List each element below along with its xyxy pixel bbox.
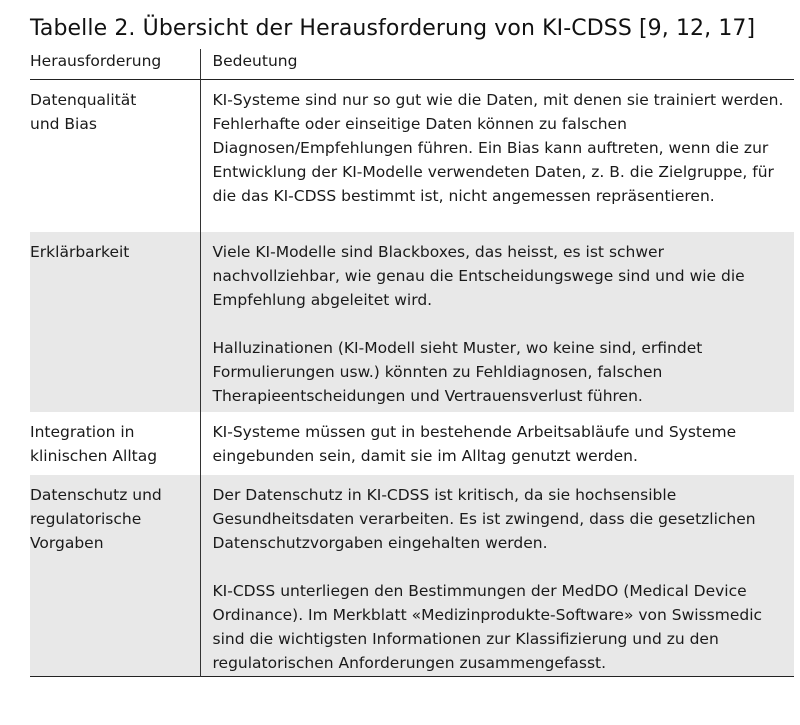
- table-row: [30, 475, 794, 677]
- meaning-cell: [200, 232, 794, 412]
- challenge-label: Erklärbarkeit: [30, 243, 130, 261]
- header-meaning: Bedeutung: [200, 49, 794, 80]
- meaning-paragraph: KI-Systeme müssen gut in bestehende Arbeitsabläufe und Systeme eingebunden sein, damit sie im Alltag genutzt werden.: [212, 423, 737, 465]
- table-row: [30, 80, 794, 233]
- meaning-paragraph: KI-Systeme sind nur so gut wie die Daten, mit denen sie trainiert werden. Fehlerhafte oder einseitige Daten können zu falschen Diagnosen/Empfehlungen führen. Ein Bias kann auftreten, wenn die zur Entwicklung der KI-Modelle verwendeten Daten, z. B. die Zielgruppe, für die das KI-CDSS bestimmt ist, nicht angemessen repräsentieren.: [212, 91, 784, 205]
- meaning-cell: [200, 80, 794, 233]
- challenge-cell: [30, 80, 200, 233]
- challenge-label: Datenqualität und Bias: [30, 91, 137, 133]
- meaning-paragraph: KI-CDSS unterliegen den Bestimmungen der MedDO (Medical Device Ordinance). Im Merkblatt «Medizinprodukte-Software» von Swissmedic sind die wichtigsten Informationen zur Klassifizierung und zu den regulatorischen Anforderungen zusammengefasst.: [212, 582, 763, 672]
- meaning-paragraph: Der Datenschutz in KI-CDSS ist kritisch, da sie hochsensible Gesundheitsdaten verarbeiten. Es ist zwingend, dass die gesetzlichen Datenschutzvorgaben eingehalten werden.: [212, 486, 756, 552]
- challenge-label: Integration in klinischen Alltag: [30, 423, 158, 465]
- challenge-cell: [30, 412, 200, 475]
- meaning-cell: [200, 412, 794, 475]
- table-row: [30, 412, 794, 475]
- header-challenge: Herausforderung: [30, 52, 162, 70]
- challenges-table: [30, 49, 794, 677]
- meaning-paragraph: Viele KI-Modelle sind Blackboxes, das heisst, es ist schwer nachvollziehbar, wie genau die Entscheidungswege sind und wie die Empfehlung abgeleitet wird.: [212, 243, 745, 309]
- challenge-label: Datenschutz und regulatorische Vorgaben: [30, 486, 162, 552]
- meaning-paragraph: Halluzinationen (KI-Modell sieht Muster, wo keine sind, erfindet Formulierungen usw.) könnten zu Fehldiagnosen, falschen Therapieentscheidungen und Vertrauensverlust führen.: [212, 339, 703, 405]
- table-row: [30, 232, 794, 412]
- meaning-cell: [200, 475, 794, 677]
- table-title: Tabelle 2. Übersicht der Herausforderung von KI-CDSS [9, 12, 17]: [30, 16, 756, 41]
- challenge-cell: [30, 475, 200, 677]
- challenge-cell: [30, 232, 200, 412]
- table-header-row: [30, 49, 794, 80]
